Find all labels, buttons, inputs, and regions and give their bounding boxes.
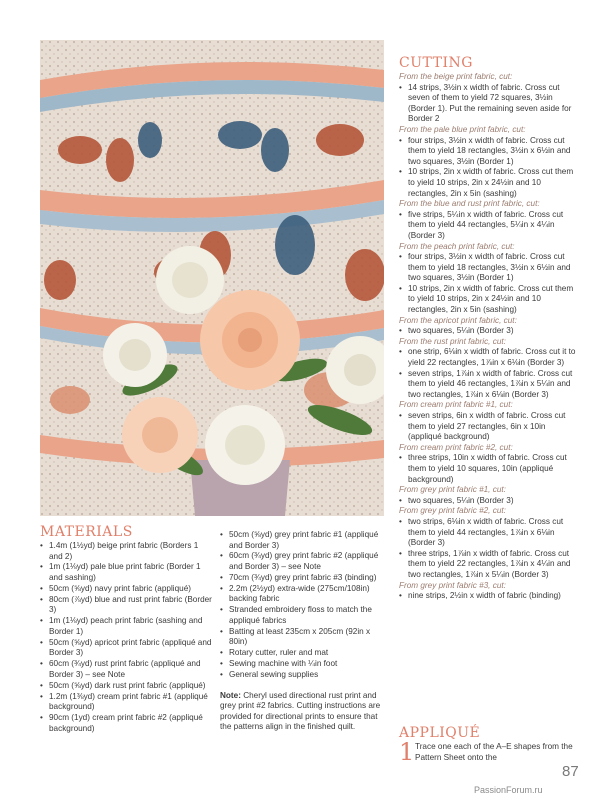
cutting-list	[399, 517, 577, 581]
materials-item: • 60cm (¾yd) rust print fabric (appliqué and Border 3) – see Note	[40, 659, 212, 680]
step-number: 1	[399, 738, 415, 766]
materials-item: • 1m (1⅛yd) peach print fabric (sashing and Border 1)	[40, 616, 212, 637]
materials-item: • 50cm (⅝yd) grey print fabric #1 (appliqué and Border 3)	[220, 530, 390, 551]
cutting-subheading: From grey print fabric #2, cut:	[399, 506, 506, 516]
cutting-list	[399, 347, 577, 400]
materials-item: • 50cm (⅝yd) navy print fabric (appliqué)	[40, 584, 212, 595]
cutting-list	[399, 210, 577, 242]
cutting-list	[399, 83, 577, 125]
cutting-list	[399, 496, 577, 507]
materials-item: • 2.2m (2½yd) extra-wide (275cm/108in) backing fabric	[220, 584, 390, 605]
applique-heading: APPLIQUÉ	[399, 725, 481, 741]
cutting-item: • five strips, 5¼in x width of fabric. Cross cut them to yield 44 rectangles, 5¼in x 4¼in (Border 3)	[399, 210, 577, 242]
applique-step	[399, 738, 579, 766]
materials-list-left	[40, 541, 212, 735]
cutting-item: • four strips, 3½in x width of fabric. Cross cut them to yield 18 rectangles, 3½in x 6½in and two squares, 3½in (Border 1)	[399, 252, 577, 284]
materials-item: • 50cm (⅝yd) dark rust print fabric (appliqué)	[40, 681, 212, 692]
cutting-item: • 10 strips, 2in x width of fabric. Cross cut them to yield 10 strips, 2in x 24½in and 10 rectangles, 2in x 5in (sashing)	[399, 167, 577, 199]
quilt-and-roses-photo	[40, 40, 384, 516]
cutting-list	[399, 591, 577, 602]
materials-item: • 50cm (⅝yd) apricot print fabric (appliqué and Border 3)	[40, 638, 212, 659]
note-text: Cheryl used directional rust print and grey print #2 fabrics. Cutting instructions are provided for directional prints to ensure that the patterns align in the finished quilt.	[220, 690, 381, 732]
cutting-item: • three strips, 1⅞in x width of fabric. Cross cut them to yield 22 rectangles, 1⅞in x 4¼in and two rectangles, 1⅞in x 5¼in (Border 3)	[399, 549, 577, 581]
materials-item: • General sewing supplies	[220, 670, 390, 681]
cutting-subheading: From grey print fabric #1, cut:	[399, 485, 506, 495]
cutting-item: • seven strips, 1⅞in x width of fabric. Cross cut them to yield 46 rectangles, 1⅞in x 5¼in and two rectangles, 1⅞in x 6⅛in (Border 3)	[399, 369, 577, 401]
cutting-item: • four strips, 3½in x width of fabric. Cross cut them to yield 18 rectangles, 3½in x 6½in and two squares, 3½in (Border 1)	[399, 136, 577, 168]
materials-item: • 90cm (1yd) cream print fabric #2 (appliqué background)	[40, 713, 212, 734]
cutting-item: • seven strips, 6in x width of fabric. Cross cut them to yield 27 rectangles, 6in x 10in (appliqué background)	[399, 411, 577, 443]
cutting-item: • 14 strips, 3½in x width of fabric. Cross cut seven of them to yield 72 squares, 3½in (Border 1). Put the remaining seven aside for Border 2	[399, 83, 577, 125]
materials-item: • 1.2m (1⅜yd) cream print fabric #1 (appliqué background)	[40, 692, 212, 713]
watermark: PassionForum.ru	[474, 785, 543, 795]
materials-item: • 60cm (¾yd) grey print fabric #2 (appliqué and Border 3) – see Note	[220, 551, 390, 572]
cutting-item: • two strips, 6⅛in x width of fabric. Cross cut them to yield 44 rectangles, 1⅞in x 6⅛in (Border 3)	[399, 517, 577, 549]
cutting-heading: CUTTING	[399, 55, 473, 71]
materials-list-right	[220, 530, 390, 733]
cutting-subheading: From the peach print fabric, cut:	[399, 241, 515, 251]
cutting-item: • nine strips, 2½in x width of fabric (binding)	[399, 591, 577, 602]
materials-item: • Sewing machine with ¼in foot	[220, 659, 390, 670]
cutting-item: • two squares, 5¼in (Border 3)	[399, 496, 577, 507]
materials-item: • 1.4m (1½yd) beige print fabric (Borders 1 and 2)	[40, 541, 212, 562]
step-text: Trace one each of the A–E shapes from the Pattern Sheet onto the	[415, 742, 573, 762]
materials-item: • Stranded embroidery floss to match the appliqué fabrics	[220, 605, 390, 626]
cutting-subheading: From grey print fabric #3, cut:	[399, 580, 506, 590]
cutting-subheading: From cream print fabric #1, cut:	[399, 400, 513, 410]
cutting-list	[399, 136, 577, 200]
materials-note	[220, 691, 390, 733]
cutting-list	[399, 252, 577, 316]
cutting-item: • two squares, 5¼in (Border 3)	[399, 326, 577, 337]
cutting-list	[399, 453, 577, 485]
note-label: Note:	[220, 690, 241, 700]
cutting-subheading: From the beige print fabric, cut:	[399, 72, 513, 81]
cutting-list	[399, 411, 577, 443]
materials-item: • 1m (1⅛yd) pale blue print fabric (Border 1 and sashing)	[40, 562, 212, 583]
materials-item: • 80cm (⅞yd) blue and rust print fabric (Border 3)	[40, 595, 212, 616]
cutting-item: • three strips, 10in x width of fabric. Cross cut them to yield 10 squares, 10in (appliqué background)	[399, 453, 577, 485]
materials-item: • 70cm (¾yd) grey print fabric #3 (binding)	[220, 573, 390, 584]
cutting-subheading: From the apricot print fabric, cut:	[399, 315, 517, 325]
cutting-subheading: From the rust print fabric, cut:	[399, 336, 506, 346]
cutting-item: • 10 strips, 2in x width of fabric. Cross cut them to yield 10 strips, 2in x 24½in and 10 rectangles, 2in x 5in (sashing)	[399, 284, 577, 316]
materials-item: • Rotary cutter, ruler and mat	[220, 648, 390, 659]
cutting-subheading: From the blue and rust print fabric, cut:	[399, 199, 540, 209]
cutting-subheading: From the pale blue print fabric, cut:	[399, 124, 526, 134]
cutting-item: • one strip, 6⅛in x width of fabric. Cross cut it to yield 22 rectangles, 1⅞in x 6⅛in (Border 3)	[399, 347, 577, 368]
materials-heading: MATERIALS	[40, 524, 133, 540]
cutting-subheading: From cream print fabric #2, cut:	[399, 442, 513, 452]
cutting-list	[399, 326, 577, 337]
page-number: 87	[562, 763, 579, 780]
materials-item: • Batting at least 235cm x 205cm (92in x 80in)	[220, 627, 390, 648]
cutting-section	[399, 72, 577, 602]
